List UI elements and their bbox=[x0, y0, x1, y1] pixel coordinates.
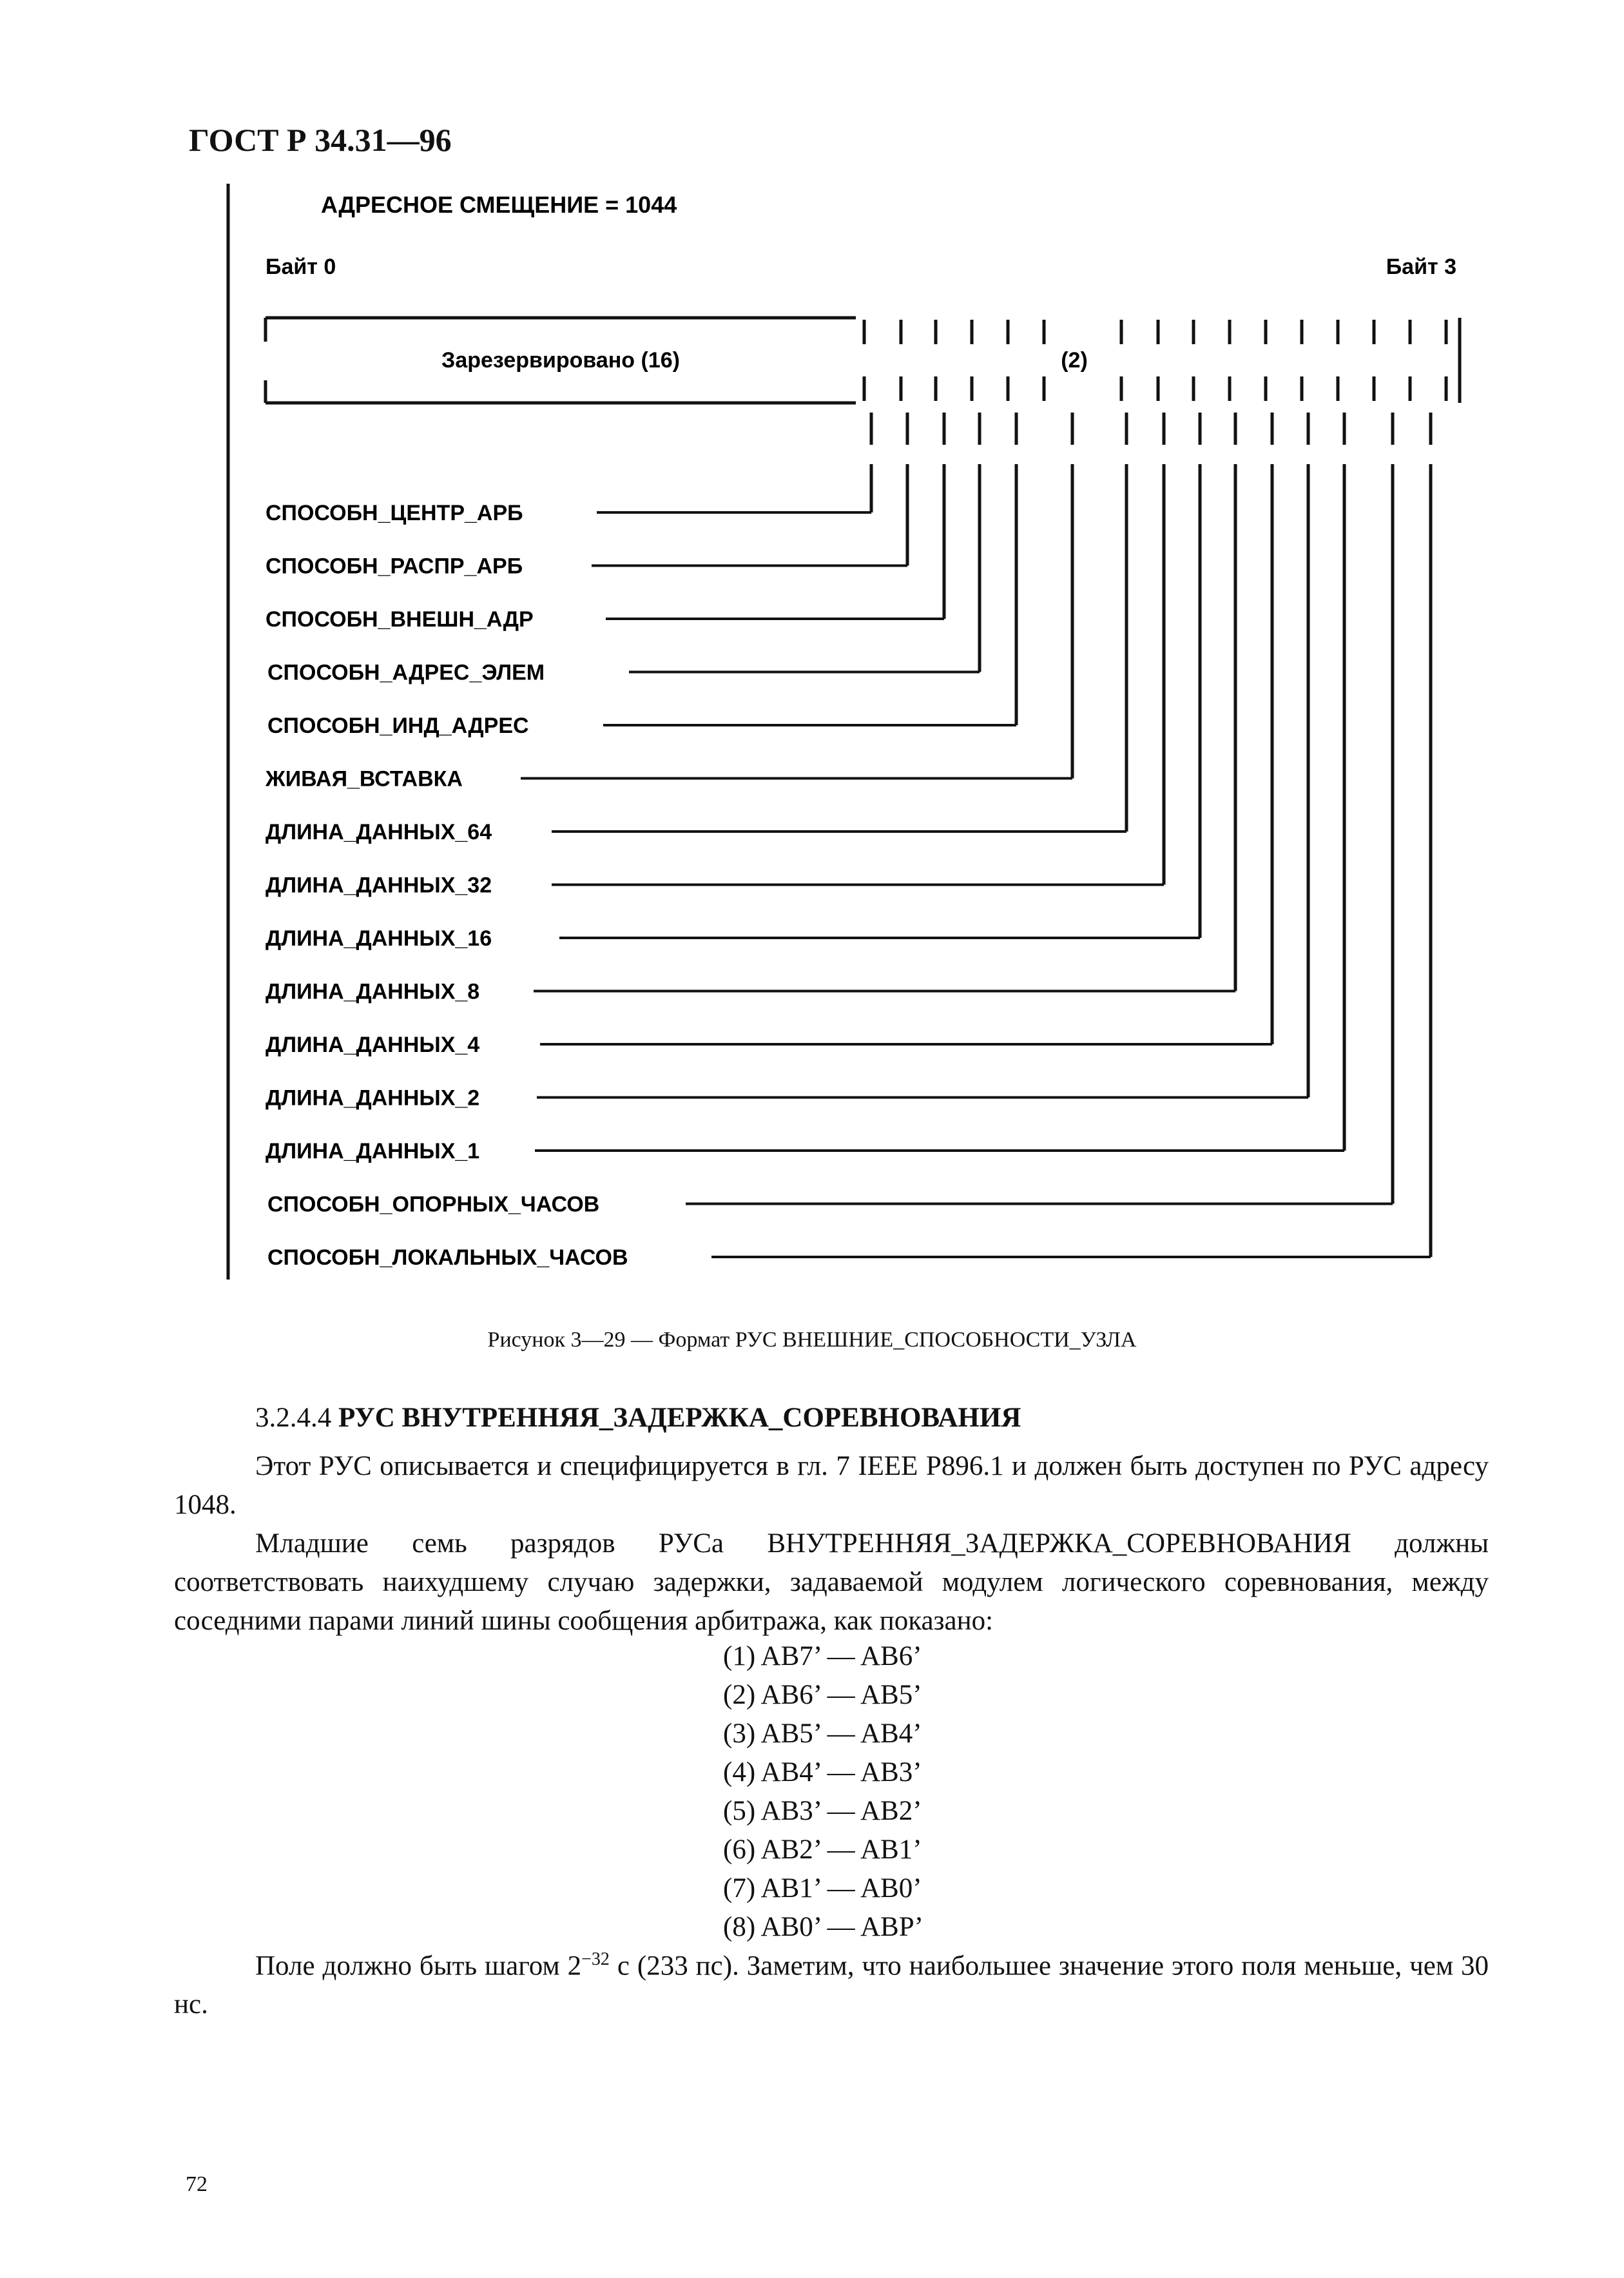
line-pair: (6) AB2’ — AB1’ bbox=[723, 1835, 922, 1865]
bit-tick-group bbox=[864, 318, 1460, 403]
line-pair: (7) AB1’ — AB0’ bbox=[723, 1873, 922, 1903]
line-pair: (4) AB4’ — AB3’ bbox=[723, 1757, 922, 1787]
reserved2-field-label: (2) bbox=[1061, 348, 1088, 373]
field-label: СПОСОБН_ОПОРНЫХ_ЧАСОВ bbox=[267, 1192, 600, 1217]
line-pair: (8) AB0’ — ABP’ bbox=[723, 1912, 923, 1942]
line-pair: (3) AB5’ — AB4’ bbox=[723, 1718, 922, 1749]
field-label: ДЛИНА_ДАННЫХ_2 bbox=[266, 1085, 480, 1111]
para3-exponent: −32 bbox=[581, 1949, 610, 1969]
field-label: СПОСОБН_ЛОКАЛЬНЫХ_ЧАСОВ bbox=[267, 1245, 628, 1270]
field-label: СПОСОБН_ВНЕШН_АДР bbox=[266, 607, 534, 632]
field-label: ДЛИНА_ДАННЫХ_1 bbox=[266, 1139, 480, 1163]
leader-line-group bbox=[521, 413, 1431, 1257]
field-label: ДЛИНА_ДАННЫХ_16 bbox=[266, 926, 492, 951]
offset-label: АДРЕСНОЕ СМЕЩЕНИЕ = 1044 bbox=[321, 191, 677, 218]
field-label: ДЛИНА_ДАННЫХ_32 bbox=[266, 873, 492, 898]
field-label: СПОСОБН_ЦЕНТР_АРБ bbox=[266, 501, 523, 525]
line-pair: (5) AB3’ — AB2’ bbox=[723, 1796, 922, 1826]
field-label: ДЛИНА_ДАННЫХ_8 bbox=[266, 979, 480, 1004]
section-number: 3.2.4.4 bbox=[255, 1403, 332, 1433]
section-title: РУС ВНУТРЕННЯЯ_ЗАДЕРЖКА_СОРЕВНОВАНИЯ bbox=[338, 1403, 1021, 1433]
paragraph-3 bbox=[174, 1940, 1489, 2024]
paragraph-2: Младшие семь разрядов РУСа ВНУТРЕННЯЯ_ЗАДЕРЖКА_СОРЕВНОВАНИЯ должны соответствовать наихудшему случаю задержки, задаваемой модулем логического соревнования, между соседними парами линий шины сообщения арбитража, как показано: bbox=[174, 1528, 1489, 1636]
document-header: ГОСТ Р 34.31—96 bbox=[189, 122, 452, 158]
line-pair: (2) AB6’ — AB5’ bbox=[723, 1680, 922, 1710]
field-label: СПОСОБН_ИНД_АДРЕС bbox=[267, 714, 529, 738]
byte-left-label: Байт 0 bbox=[266, 255, 336, 279]
field-label: ДЛИНА_ДАННЫХ_64 bbox=[266, 820, 492, 844]
figure-caption: Рисунок 3—29 — Формат РУС ВНЕШНИЕ_СПОСОБНОСТИ_УЗЛА bbox=[487, 1328, 1137, 1352]
line-pair: (1) AB7’ — AB6’ bbox=[723, 1641, 922, 1671]
line-pairs-list bbox=[723, 1637, 923, 1947]
paragraph-1: Этот РУС описывается и специфицируется в гл. 7 IEEE P896.1 и должен быть доступен по РУС адресу 1048. bbox=[174, 1451, 1489, 1520]
para3-text-end: с (233 пс). Заметим, что наибольшее значение этого поля меньше, чем 30 нс. bbox=[174, 1951, 1489, 2020]
reserved-field-label: Зарезервировано (16) bbox=[441, 348, 680, 373]
field-label: СПОСОБН_РАСПР_АРБ bbox=[266, 554, 523, 579]
byte-right-label: Байт 3 bbox=[1386, 255, 1456, 279]
section-heading bbox=[255, 1402, 1021, 1434]
page-number: 72 bbox=[186, 2172, 208, 2196]
para3-text-start: Поле должно быть шагом 2 bbox=[255, 1951, 582, 1981]
field-label: ЖИВАЯ_ВСТАВКА bbox=[266, 766, 463, 792]
field-label: СПОСОБН_АДРЕС_ЭЛЕМ bbox=[267, 660, 545, 685]
field-label: ДЛИНА_ДАННЫХ_4 bbox=[266, 1033, 480, 1057]
